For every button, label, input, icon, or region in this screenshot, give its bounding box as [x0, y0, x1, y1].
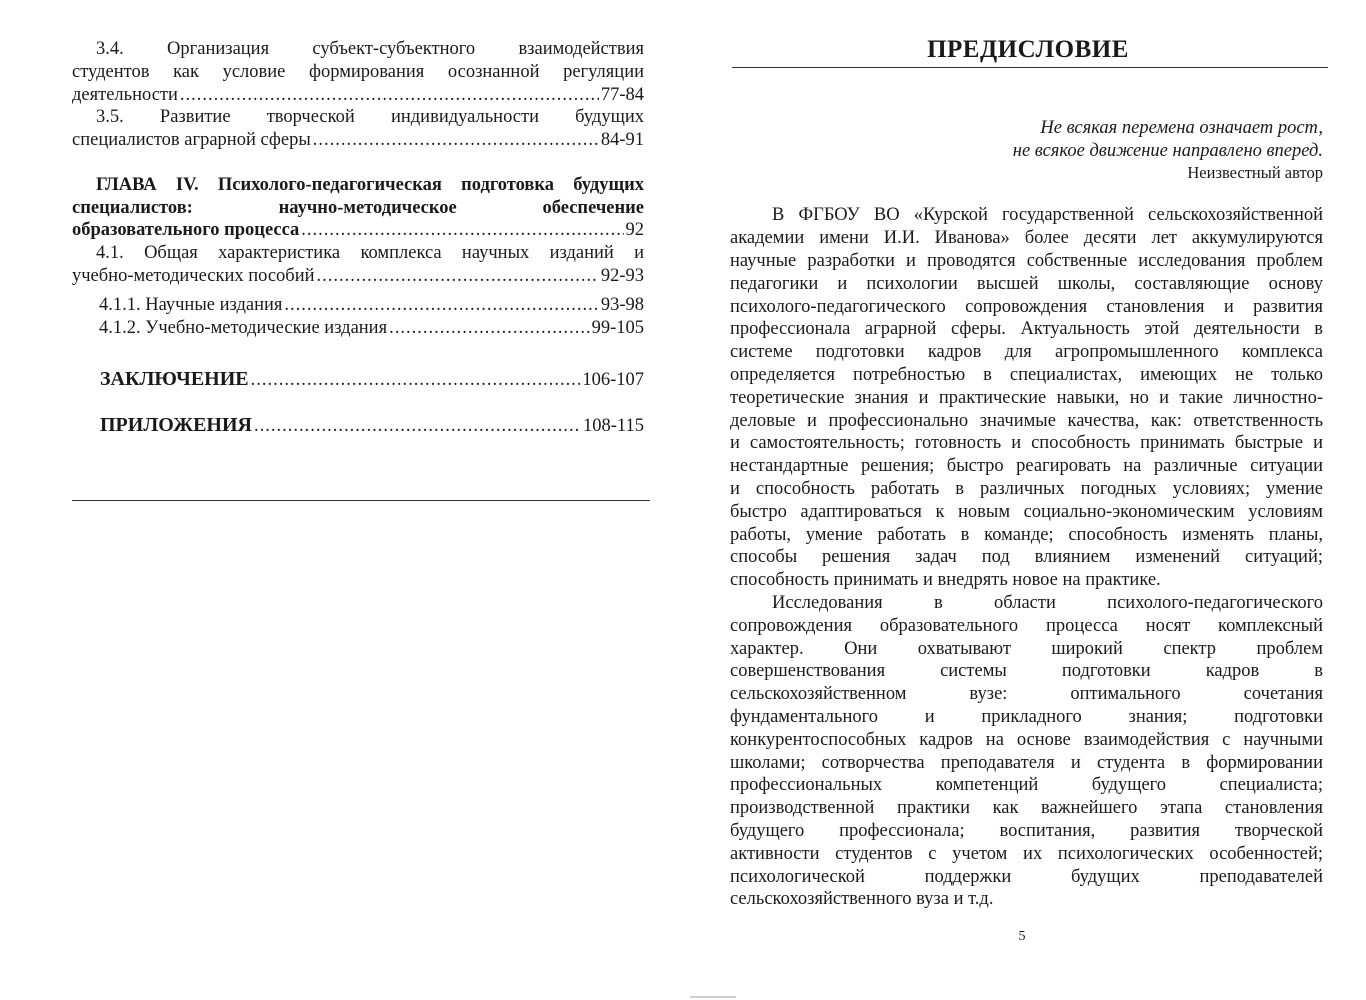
toc-3-5-last-text: специалистов аграрной сферы [72, 130, 311, 150]
paragraph-line: и способность работать в различных погодных условиях; умение [730, 479, 1323, 499]
toc-leader-dots [180, 84, 599, 106]
toc-leader-dots [389, 317, 589, 339]
paragraph-line: научные разработки и проводятся собственные исследования проблем [730, 251, 1323, 271]
paragraph-line: работы, умение работать в команде; способность изменять планы, [730, 525, 1323, 545]
toc-4-1-2-text: 4.1.2. Учебно-методические издания [99, 318, 388, 338]
paragraph-line: В ФГБОУ ВО «Курской государственной сельскохозяйственной [772, 205, 1323, 225]
title-underline [732, 67, 1328, 68]
paragraph-line: активности студентов с учетом их психологических особенностей; [730, 844, 1323, 864]
paragraph-line: определяется потребностью в специалистах, имеющих не только [730, 365, 1323, 385]
toc-3-4-line-1: 3.4. Организация субъект-субъектного взаимодействия [96, 39, 644, 59]
paragraph-line: школами; сотворчества преподавателя и студента в формировании [730, 753, 1323, 773]
toc-chapter-4-line-1: ГЛАВА IV. Психолого-педагогическая подготовка будущих [96, 175, 644, 195]
paragraph-line: академии имени И.И. Иванова» более десяти лет аккумулируются [730, 228, 1323, 248]
paragraph-line: системе подготовки кадров для агропромышленного комплекса [730, 342, 1323, 362]
toc-conclusion-pages: 106-107 [582, 370, 644, 390]
toc-appendices-entry[interactable] [100, 414, 644, 437]
paragraph-line: нестандартные решения; быстро реагировать на различные ситуации [730, 456, 1323, 476]
toc-chapter-4-last-text: образовательного процесса [72, 220, 300, 240]
epigraph-author: Неизвестный автор [1187, 163, 1323, 182]
toc-chapter-4-line-2: специалистов: научно-методическое обеспечение [72, 198, 644, 218]
paragraph-line: характер. Они охватывают широкий спектр проблем [730, 639, 1323, 659]
toc-leader-dots [317, 265, 599, 287]
toc-leader-dots [301, 219, 623, 241]
toc-leader-dots [254, 415, 581, 437]
toc-3-4-last-text: деятельности [72, 85, 178, 105]
toc-4-1-pages: 92-93 [600, 266, 644, 286]
paragraph-line: способность принимать и внедрять новое на практике. [730, 570, 1161, 590]
paragraph-line: совершенствования системы подготовки кадров в [730, 661, 1323, 681]
toc-4-1-entry[interactable] [72, 265, 644, 287]
toc-chapter-4-entry[interactable] [72, 219, 644, 241]
paragraph-line: теоретические знания и практические навыки, но и такие личностно- [730, 388, 1323, 408]
scan-edge-mark [690, 996, 736, 998]
toc-conclusion-entry[interactable] [100, 368, 644, 391]
paragraph-line: сельскохозяйственного вуза и т.д. [730, 889, 994, 909]
toc-conclusion-text: ЗАКЛЮЧЕНИЕ [100, 368, 249, 390]
toc-3-4-entry[interactable] [72, 84, 644, 106]
paragraph-line: педагогики и психологии высшей школы, составляющие основу [730, 274, 1323, 294]
toc-4-1-line-1: 4.1. Общая характеристика комплекса научных изданий и [96, 243, 644, 263]
toc-4-1-1-entry[interactable] [99, 294, 644, 316]
paragraph-line: профессиональных компетенций будущего специалиста; [730, 775, 1323, 795]
toc-3-5-entry[interactable] [72, 129, 644, 151]
toc-4-1-1-text: 4.1.1. Научные издания [99, 295, 283, 315]
paragraph-line: и самостоятельность; готовность и способность принимать быстрые и [730, 433, 1323, 453]
left-page-divider [72, 500, 650, 501]
paragraph-line: психологической поддержки будущих преподавателей [730, 867, 1323, 887]
paragraph-line: Исследования в области психолого-педагогического [772, 593, 1323, 613]
paragraph-line: профессионала аграрной сферы. Актуальность этой деятельности в [730, 319, 1323, 339]
paragraph-line: будущего профессионала; воспитания, развития творческой [730, 821, 1323, 841]
paragraph-line: психолого-педагогического сопровождения становления и развития [730, 297, 1323, 317]
paragraph-line: быстро адаптироваться к новым социально-экономическим условиям [730, 502, 1323, 522]
toc-3-4-pages: 77-84 [600, 85, 644, 105]
toc-leader-dots [251, 369, 581, 391]
epigraph-line-1: Не всякая перемена означает рост, [1040, 118, 1323, 138]
paragraph-line: сопровождения образовательного процесса носят комплексный [730, 616, 1323, 636]
toc-4-1-1-pages: 93-98 [600, 295, 644, 315]
toc-3-5-pages: 84-91 [600, 130, 644, 150]
toc-4-1-2-entry[interactable] [99, 317, 644, 339]
toc-leader-dots [284, 294, 598, 316]
page-number: 5 [1018, 929, 1026, 944]
toc-leader-dots [313, 129, 599, 151]
toc-appendices-text: ПРИЛОЖЕНИЯ [100, 414, 252, 436]
page-title: ПРЕДИСЛОВИЕ [927, 36, 1129, 63]
paragraph-line: деловые и профессионально значимые качества, как: ответственность [730, 411, 1323, 431]
toc-appendices-pages: 108-115 [583, 416, 644, 436]
paragraph-line: производственной практики как важнейшего этапа становления [730, 798, 1323, 818]
toc-4-1-2-pages: 99-105 [591, 318, 644, 338]
toc-chapter-4-pages: 92 [625, 220, 644, 240]
toc-3-4-line-2: студентов как условие формирования осознанной регуляции [72, 62, 644, 82]
paragraph-line: сельскохозяйственном вузе: оптимального сочетания [730, 684, 1323, 704]
toc-4-1-last-text: учебно-методических пособий [72, 266, 315, 286]
toc-3-5-line-1: 3.5. Развитие творческой индивидуальности будущих [96, 107, 644, 127]
epigraph-line-2: не всякое движение направлено вперед. [1012, 141, 1323, 161]
paragraph-line: конкурентоспособных кадров на основе взаимодействия с научными [730, 730, 1323, 750]
paragraph-line: способы решения задач под влиянием изменений ситуаций; [730, 547, 1323, 567]
paragraph-line: фундаментального и прикладного знания; подготовки [730, 707, 1323, 727]
